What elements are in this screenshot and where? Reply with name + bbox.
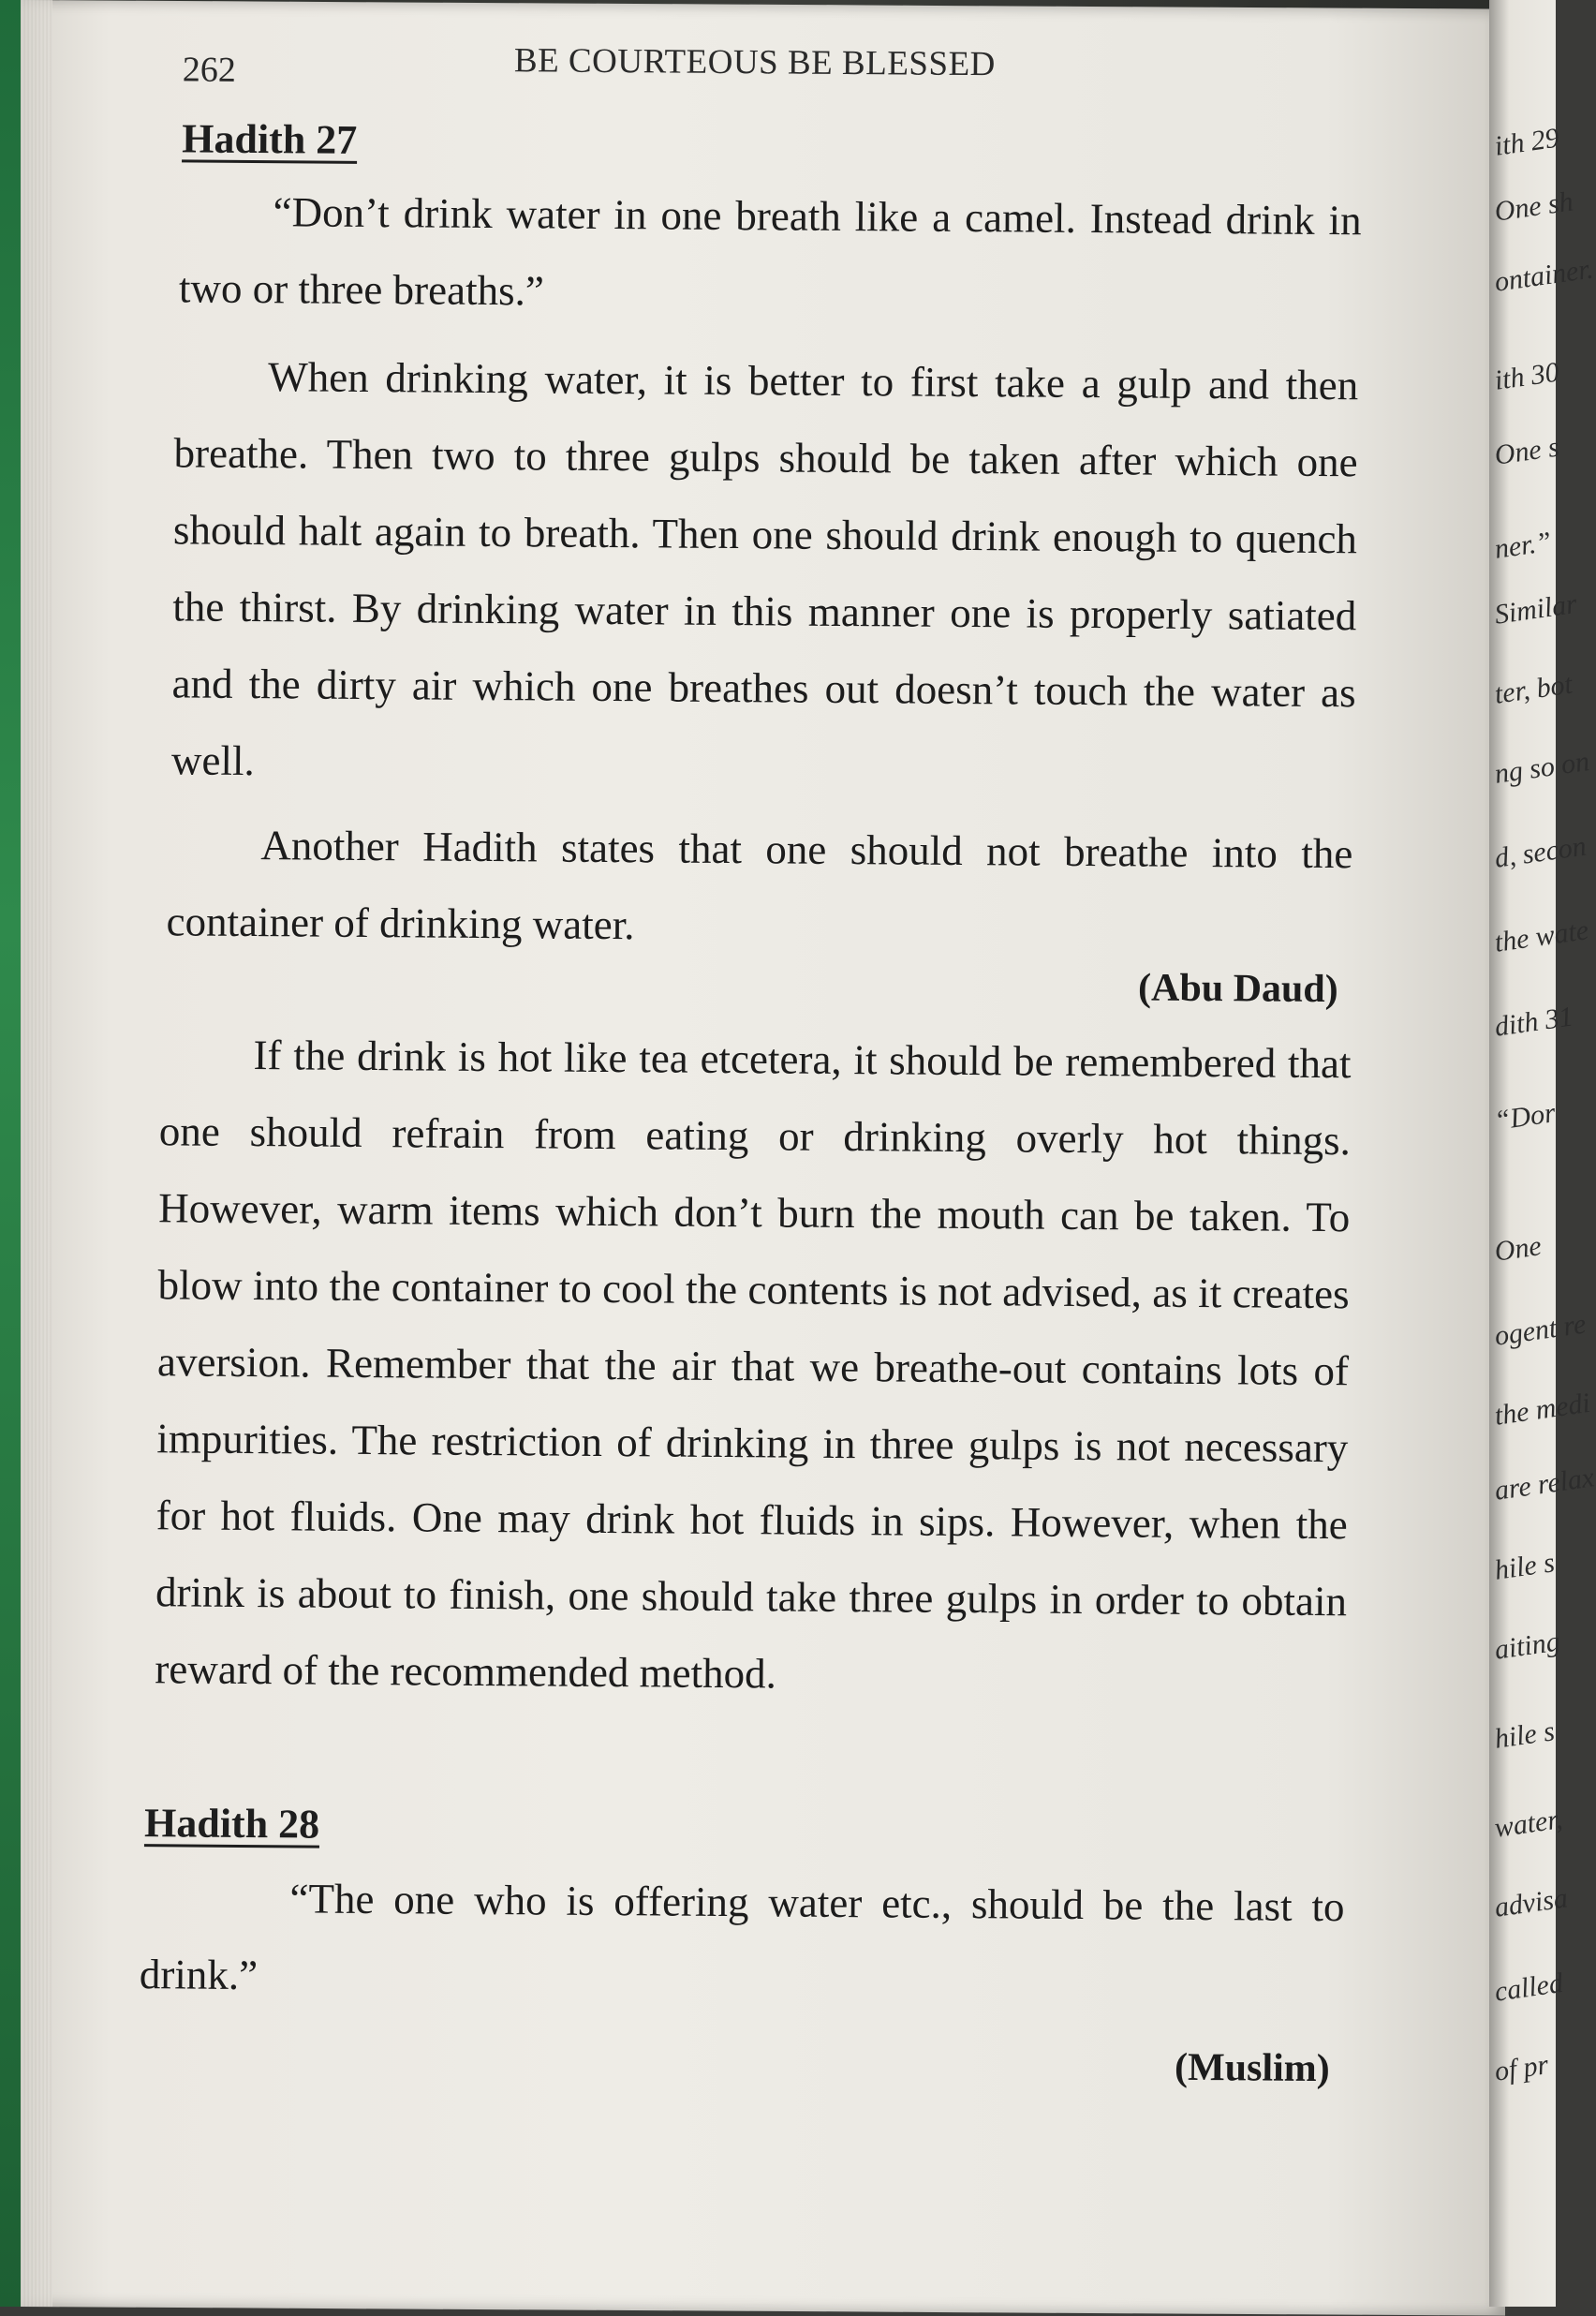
facing-page-fragment: Similar [1492,587,1579,631]
hadith-28-source: (Muslim) [1174,2045,1330,2091]
facing-page-fragment: ontainer. [1492,253,1596,298]
facing-page-fragment: aiting [1492,1626,1562,1666]
facing-page-fragment: called [1492,1967,1565,2008]
running-head: BE COURTEOUS BE BLESSED [513,41,997,84]
hadith-27-heading: Hadith 27 [182,115,358,163]
hadith-28-quote: “The one who is offering water etc., should be the last to drink.” [139,1875,1345,1999]
facing-page-fragment: of pr [1492,2049,1551,2087]
hadith-27-hot-drinks: If the drink is hot like tea etcetera, it should be remembered that one should refrain from eating or drinking overly hot things. However, warm items which don’t burn the mouth can be taken. To blow into the container to cool the contents is not advised, as it creates aversion. Remember that the air that we breathe-out contains lots of impurities. The restriction of drinking in three gulps is not necessary for hot fluids. One may drink hot fluids in sips. However, when the drink is about to finish, one should take three gulps in order to obtain reward of the recommended method. [155,1032,1352,1698]
facing-page-fragment: One [1492,1230,1544,1268]
facing-page-fragment: ng so on [1492,746,1591,790]
facing-page-fragment: ter, bot [1492,668,1574,710]
facing-page-fragment: the medi [1492,1387,1592,1432]
facing-page-fragment: One sh [1492,186,1575,228]
facing-page-fragment: are relax [1492,1462,1596,1507]
hadith-27-quote: “Don’t drink water in one breath like a camel. Instead drink in two or three breaths.” [178,188,1362,315]
facing-page-fragment: ner.” [1492,526,1554,565]
facing-page-fragment: advisa [1492,1882,1570,1923]
hadith-27-additional: Another Hadith states that one should not breathe into the container of drinking water. [166,822,1353,949]
facing-page-fragment: dith 31 [1492,1001,1575,1043]
hadith-28-heading: Hadith 28 [143,1800,320,1848]
facing-page-fragment: d, secon [1492,830,1589,874]
facing-page-fragment: One s [1492,431,1561,471]
page-number: 262 [182,50,236,90]
facing-page-fragment: hile s [1492,1715,1557,1755]
facing-page-fragment: hile s [1492,1547,1557,1586]
facing-page-fragment: ith 30 [1492,356,1561,396]
facing-page-fragment: ith 29 [1492,122,1561,162]
facing-page-fragment: ogent re [1492,1308,1589,1352]
hadith-27-explanation: When drinking water, it is better to first take a gulp and then breathe. Then two to three gulps should be taken after which one should halt again to breath. Then one should drink enough to quench the thirst. By drinking water in this manner one is properly satiated and the dirty air which one breathes out doesn’t touch the water as well. [170,353,1359,785]
hadith-27-source: (Abu Daud) [1137,966,1338,1012]
facing-page-fragment: the wate [1492,914,1591,958]
facing-page-fragment: “Dor [1492,1097,1558,1136]
facing-page-fragment: water, [1492,1804,1565,1844]
